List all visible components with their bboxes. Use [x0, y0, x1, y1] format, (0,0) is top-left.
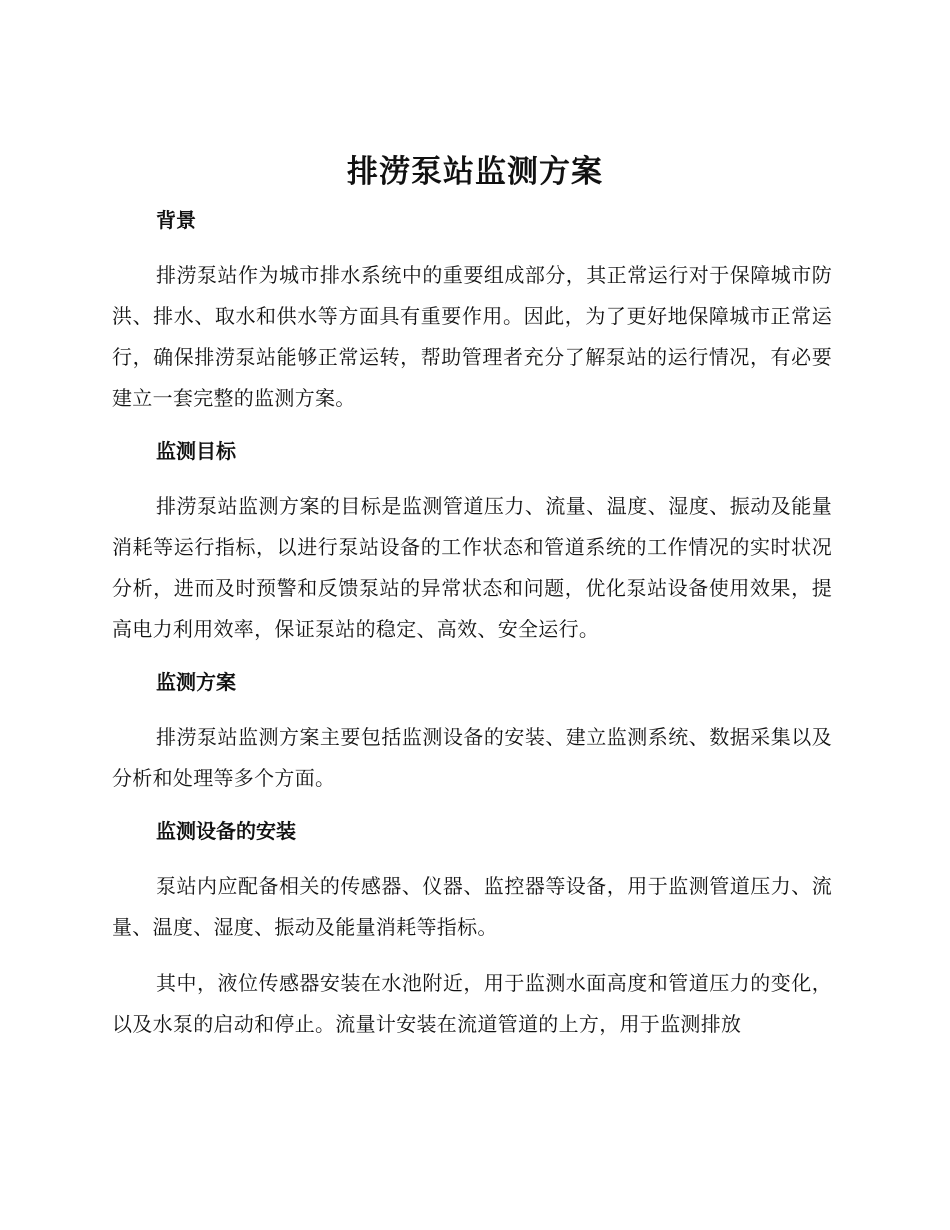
section-heading-installation: 监测设备的安装 [156, 819, 296, 843]
paragraph-plan: 排涝泵站监测方案主要包括监测设备的安装、建立监测系统、数据采集以及分析和处理等多个方面。 [112, 725, 832, 790]
document-body [112, 203, 832, 1060]
document-title: 排涝泵站监测方案 [347, 154, 603, 190]
section-heading-plan: 监测方案 [156, 670, 236, 694]
section-heading-background: 背景 [156, 208, 196, 232]
paragraph-background: 排涝泵站作为城市排水系统中的重要组成部分，其正常运行对于保障城市防洪、排水、取水和供水等方面具有重要作用。因此，为了更好地保障城市正常运行，确保排涝泵站能够正常运转，帮助管理者充分了解泵站的运行情况，有必要建立一套完整的监测方案。 [112, 263, 832, 410]
section-heading-goals: 监测目标 [156, 439, 236, 463]
paragraph-goals: 排涝泵站监测方案的目标是监测管道压力、流量、温度、湿度、振动及能量消耗等运行指标，以进行泵站设备的工作状态和管道系统的工作情况的实时状况分析，进而及时预警和反馈泵站的异常状态和问题，优化泵站设备使用效果，提高电力利用效率，保证泵站的稳定、高效、安全运行。 [112, 494, 832, 641]
paragraph-installation-2: 其中，液位传感器安装在水池附近，用于监测水面高度和管道压力的变化，以及水泵的启动和停止。流量计安装在流道管道的上方，用于监测排放 [112, 971, 832, 1036]
paragraph-installation-1: 泵站内应配备相关的传感器、仪器、监控器等设备，用于监测管道压力、流量、温度、湿度、振动及能量消耗等指标。 [112, 874, 832, 939]
